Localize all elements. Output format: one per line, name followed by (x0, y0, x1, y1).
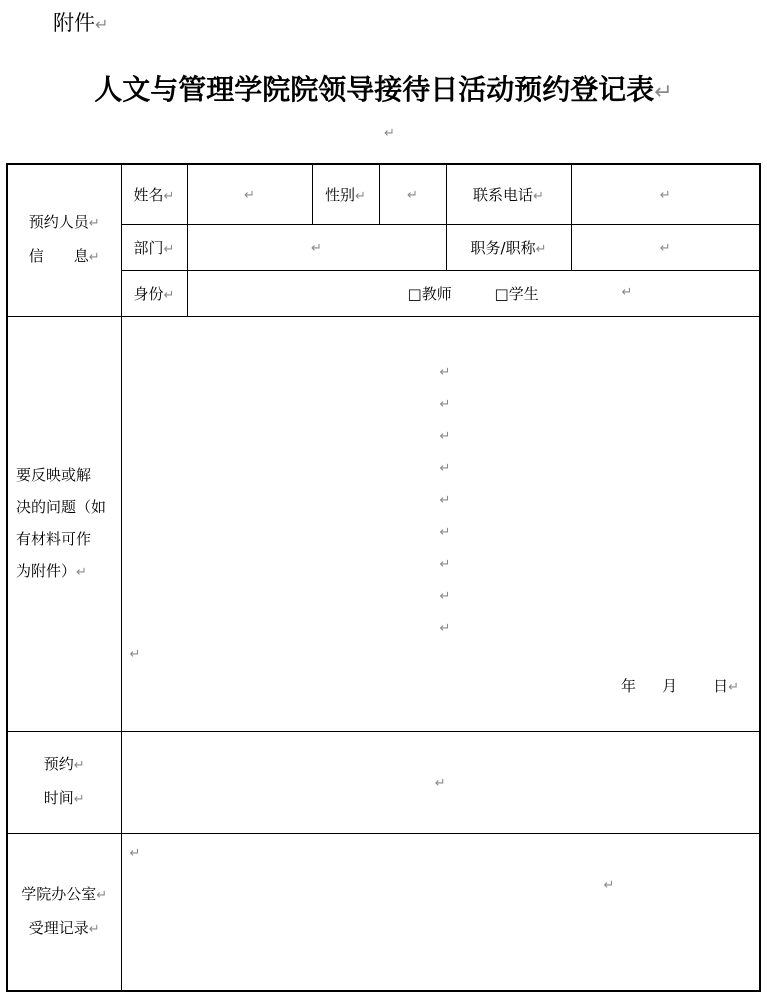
paragraph-mark: ↵ (384, 126, 395, 141)
date-month: 月 (662, 676, 678, 695)
checkbox-icon[interactable]: □ (494, 285, 509, 303)
student-option[interactable]: □学生 (494, 285, 539, 303)
office-record-field[interactable] (121, 833, 760, 991)
attachment-text: 附件 (53, 11, 95, 35)
gender-label: 性别↵ (312, 164, 379, 224)
attachment-label (53, 8, 108, 40)
date-day: 日 (713, 676, 729, 695)
office-record-label: 学院办公室↵ 受理记录↵ (7, 833, 121, 991)
phone-field[interactable]: ↵ (571, 164, 760, 224)
position-label: 职务/职称↵ (446, 224, 571, 270)
appointment-time-label: 预约↵ 时间↵ (7, 731, 121, 833)
issue-paragraph-marks: ↵ ↵ ↵ ↵ ↵ ↵ ↵ ↵ ↵ (439, 364, 451, 636)
paragraph-mark: ↵ (129, 845, 141, 861)
name-label: 姓名↵ (121, 164, 187, 224)
date-line: 年 月 日↵ (621, 676, 739, 695)
department-label: 部门↵ (121, 224, 187, 270)
checkbox-icon[interactable]: □ (407, 285, 422, 303)
document-title-text: 人文与管理学院院领导接待日活动预约登记表 (94, 73, 655, 106)
phone-label: 联系电话↵ (446, 164, 571, 224)
issue-label: 要反映或解 决的问题（如 有材料可作 为附件）↵ (7, 316, 121, 731)
department-field[interactable]: ↵ (187, 224, 446, 270)
identity-options (187, 270, 760, 316)
paragraph-mark: ↵ (603, 877, 615, 893)
paragraph-mark: ↵ (621, 285, 633, 300)
appointment-time-field[interactable] (121, 731, 760, 833)
registration-form-table (6, 163, 761, 992)
gender-field[interactable]: ↵ (379, 164, 446, 224)
position-field[interactable]: ↵ (571, 224, 760, 270)
issue-field[interactable] (121, 316, 760, 731)
identity-label: 身份↵ (121, 270, 187, 316)
paragraph-mark: ↵ (654, 80, 673, 105)
document-title (0, 68, 767, 115)
teacher-option[interactable]: □教师 (407, 285, 452, 303)
paragraph-mark: ↵ (95, 15, 109, 34)
paragraph-mark: ↵ (434, 776, 446, 791)
applicant-info-label: 预约人员↵ 信 息↵ (7, 164, 121, 316)
date-year: 年 (621, 676, 637, 695)
name-field[interactable]: ↵ (187, 164, 312, 224)
paragraph-mark: ↵ (129, 646, 141, 662)
